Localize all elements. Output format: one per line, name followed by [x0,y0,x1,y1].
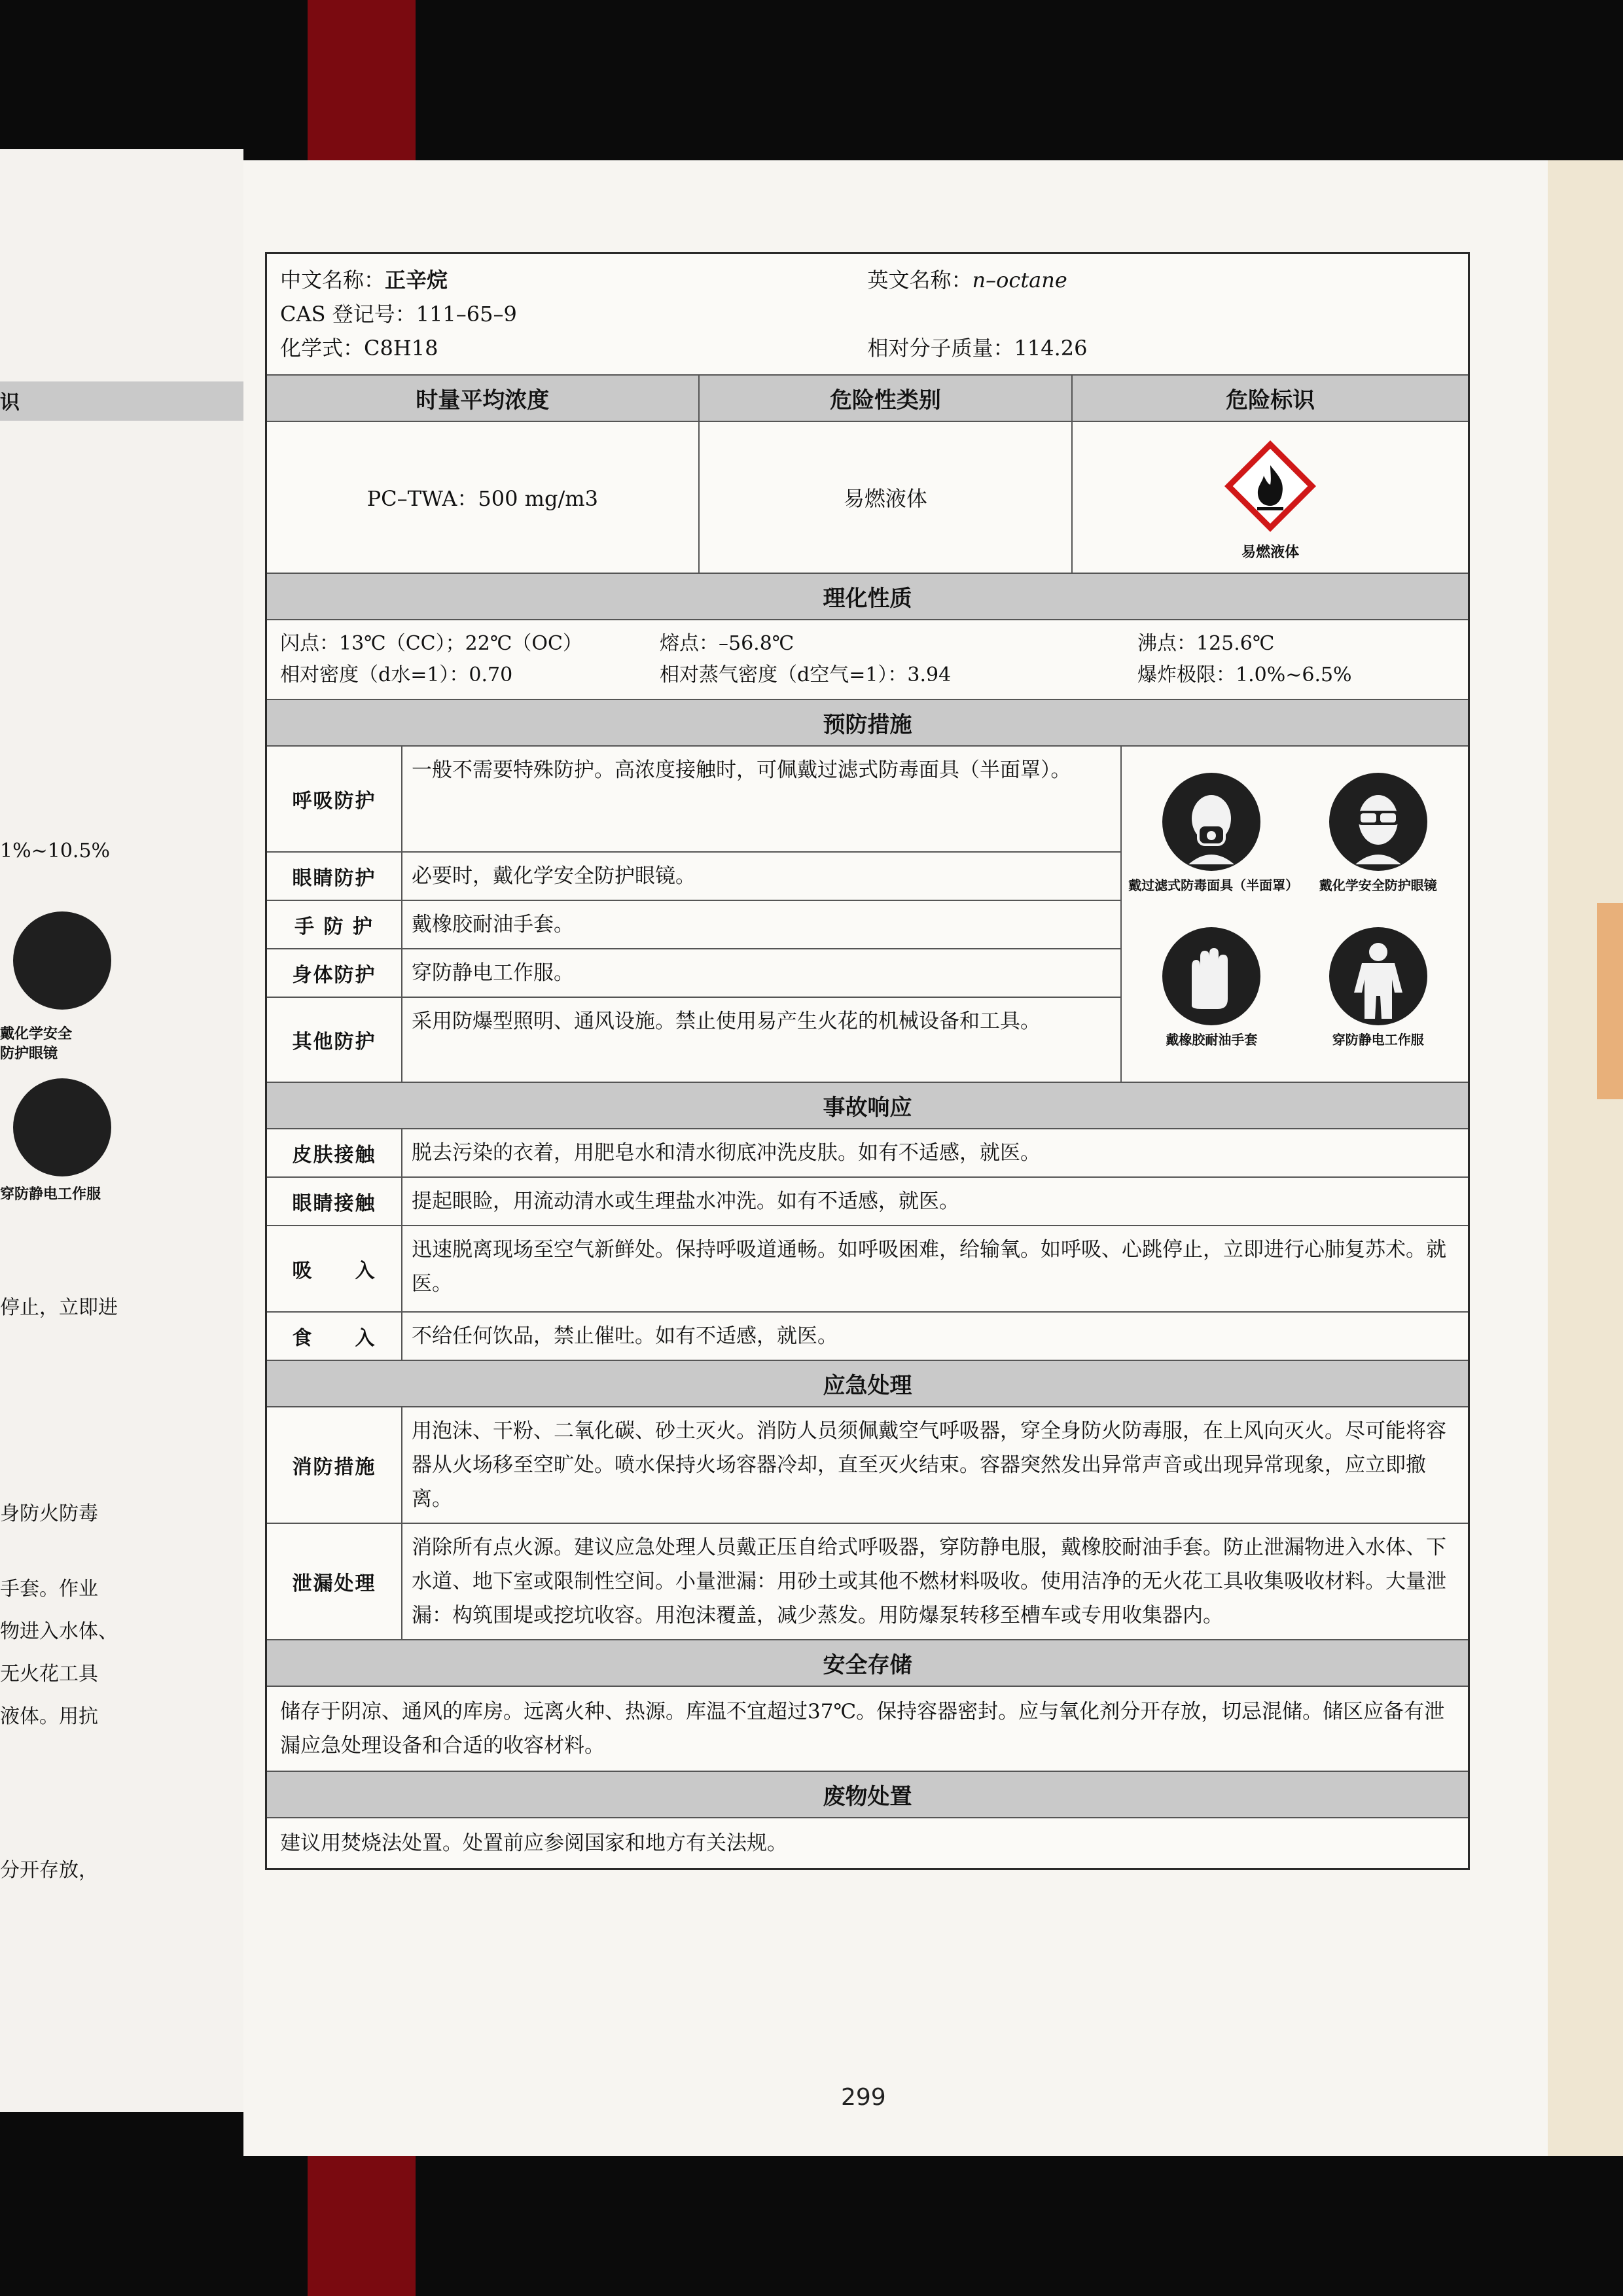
hazard-pictogram [1073,422,1468,573]
accident-row [267,1225,1468,1311]
storage-text: 储存于阴凉、通风的库房。远离火种、热源。库温不宜超过37℃。保持容器密封。应与氧化剂分开存放，切忌混储。储区应备有泄漏应急处理设备和合适的收容材料。 [267,1686,1468,1771]
ppe-label: 戴橡胶耐油手套 [1166,1032,1258,1048]
safety-goggles-icon [13,911,111,1010]
emergency-row [267,1407,1468,1523]
pictogram-label: 易燃液体 [1241,544,1300,561]
row-text: 采用防爆型照明、通风设施。禁止使用易产生火花的机械设备和工具。 [412,1010,1041,1033]
left-page-text: 手套。作业 [0,1578,98,1600]
vapor-density: 相对蒸气密度（d空气=1）：3.94 [660,663,952,686]
chemical-name: 正辛烷 [385,268,448,292]
flame-icon [1218,434,1323,539]
left-page-text: 物进入水体、 [0,1620,118,1643]
left-page-text: 无火花工具 [0,1663,98,1686]
prevention-row [267,997,1120,1082]
gloves-icon [1162,927,1260,1025]
identity-header [267,254,1468,374]
left-page-text: 身防火防毒 [0,1502,98,1525]
row-label: 皮肤接触 [267,1129,402,1176]
flash-point: 闪点：13℃（CC）；22℃（OC） [280,632,582,655]
section-title-prevention: 预防措施 [267,699,1468,745]
page-edge [1548,160,1623,2156]
section-title-disposal: 废物处置 [267,1771,1468,1817]
emergency-rows [267,1406,1468,1639]
hazard-table-body [267,421,1468,573]
row-text: 必要时，戴化学安全防护眼镜。 [412,864,696,888]
row-label: 呼吸防护 [267,747,402,851]
row-text: 不给任何饮品，禁止催吐。如有不适感，就医。 [412,1324,838,1348]
ppe-label: 穿防静电工作服 [1332,1032,1424,1048]
row-label: 泄漏处理 [267,1524,402,1639]
row-label: 手 防 护 [267,901,402,948]
accident-row [267,1129,1468,1176]
ppe-item [1295,927,1461,1069]
row-text: 脱去污染的衣着，用肥皂水和清水彻底冲洗皮肤。如有不适感，就医。 [412,1141,1041,1165]
ppe-label: 戴过滤式防毒面具（半面罩） [1128,877,1299,893]
row-label: 眼睛防护 [267,853,402,900]
left-page-text: 穿防静电工作服 [0,1186,101,1203]
left-page-text: 戴化学安全 [0,1026,73,1042]
section-title-emergency: 应急处理 [267,1360,1468,1406]
emergency-row [267,1523,1468,1639]
relative-density: 相对密度（d水=1）：0.70 [280,663,513,686]
prevention-row [267,747,1120,851]
row-text: 迅速脱离现场至空气新鲜处。保持呼吸道通畅。如呼吸困难，给输氧。如呼吸、心跳停止，立即进行心肺复苏术。就医。 [412,1238,1446,1296]
cas-number: CAS 登记号：111–65–9 [280,302,517,327]
row-text: 消除所有点火源。建议应急处理人员戴正压自给式呼吸器，穿防静电服，戴橡胶耐油手套。防止泄漏物进入水体、下水道、地下室或限制性空间。小量泄漏：用砂土或其他不燃材料吸收。使用洁净的无火花工具收集吸收材料。大量泄漏：构筑围堤或挖坑收容。用泡沫覆盖，减少蒸发。用防爆泵转移至槽车或专用收集器内。 [412,1536,1446,1627]
safety-goggles-icon [1329,773,1427,871]
left-page-text: 液体。用抗 [0,1705,98,1728]
ppe-item [1128,927,1294,1069]
accident-row [267,1176,1468,1225]
prevention-row [267,948,1120,997]
accident-row [267,1311,1468,1360]
accident-rows [267,1128,1468,1360]
prevention-row [267,851,1120,900]
left-page-text: 分开存放， [0,1859,98,1882]
section-title-accident: 事故响应 [267,1082,1468,1128]
hazard-pictogram-header: 危险标识 [1073,376,1468,421]
prevention-row [267,900,1120,948]
left-page-text: 停止，立即进 [0,1296,118,1319]
row-label: 其他防护 [267,998,402,1082]
ppe-pictograms [1122,747,1468,1082]
row-text: 一般不需要特殊防护。高浓度接触时，可佩戴过滤式防毒面具（半面罩）。 [412,758,1071,782]
ppe-label: 戴化学安全防护眼镜 [1319,877,1437,893]
respirator-mask-icon [1162,773,1260,871]
molecular-weight: 相对分子质量：114.26 [867,336,1088,361]
protective-suit-icon [13,1078,111,1176]
row-label: 食 入 [267,1313,402,1360]
explosion-limits: 爆炸极限：1.0%~6.5% [1137,663,1352,686]
physical-properties [267,619,1468,699]
row-label: 消防措施 [267,1407,402,1523]
prevention-rows [267,747,1122,1082]
row-text: 提起眼睑，用流动清水或生理盐水冲洗。如有不适感，就医。 [412,1190,959,1213]
row-text: 穿防静电工作服。 [412,961,574,985]
left-page-text: 1%~10.5% [0,839,111,862]
section-title-properties: 理化性质 [267,573,1468,619]
boiling-point: 沸点：125.6℃ [1137,632,1275,655]
row-label: 眼睛接触 [267,1178,402,1225]
en-name: 英文名称：n–octane [867,268,1067,292]
ppe-item [1128,773,1299,914]
hazard-class-value: 易燃液体 [700,422,1073,573]
row-text: 戴橡胶耐油手套。 [412,913,574,936]
prevention-section [267,745,1468,1082]
hazard-class-header: 危险性类别 [700,376,1073,421]
protective-suit-icon [1329,927,1427,1025]
row-label: 身体防护 [267,949,402,997]
twa-value: PC–TWA：500 mg/m3 [267,422,700,573]
left-page-text: 防护眼镜 [0,1046,58,1062]
section-title-storage: 安全存储 [267,1639,1468,1686]
safety-data-sheet [265,252,1470,1870]
chemical-formula: 化学式：C8H18 [280,336,438,361]
left-page [0,149,243,2112]
twa-header: 时量平均浓度 [267,376,700,421]
page-edge-tab [1597,903,1623,1099]
row-text: 用泡沫、干粉、二氧化碳、砂土灭火。消防人员须佩戴空气呼吸器，穿全身防火防毒服，在上风向灭火。尽可能将容器从火场移至空旷处。喷水保持火场容器冷却，直至灭火结束。容器突然发出异常声音或出现异常现象，应立即撤离。 [412,1419,1446,1511]
row-label: 吸 入 [267,1226,402,1311]
hazard-table-header [267,374,1468,421]
page-number: 299 [841,2084,886,2111]
disposal-text: 建议用焚烧法处置。处置前应参阅国家和地方有关法规。 [267,1817,1468,1868]
left-page-text: 识 [0,391,20,414]
melting-point: 熔点：–56.8℃ [660,632,794,655]
cn-name: 中文名称：正辛烷 [280,268,448,292]
ppe-item [1295,773,1461,914]
